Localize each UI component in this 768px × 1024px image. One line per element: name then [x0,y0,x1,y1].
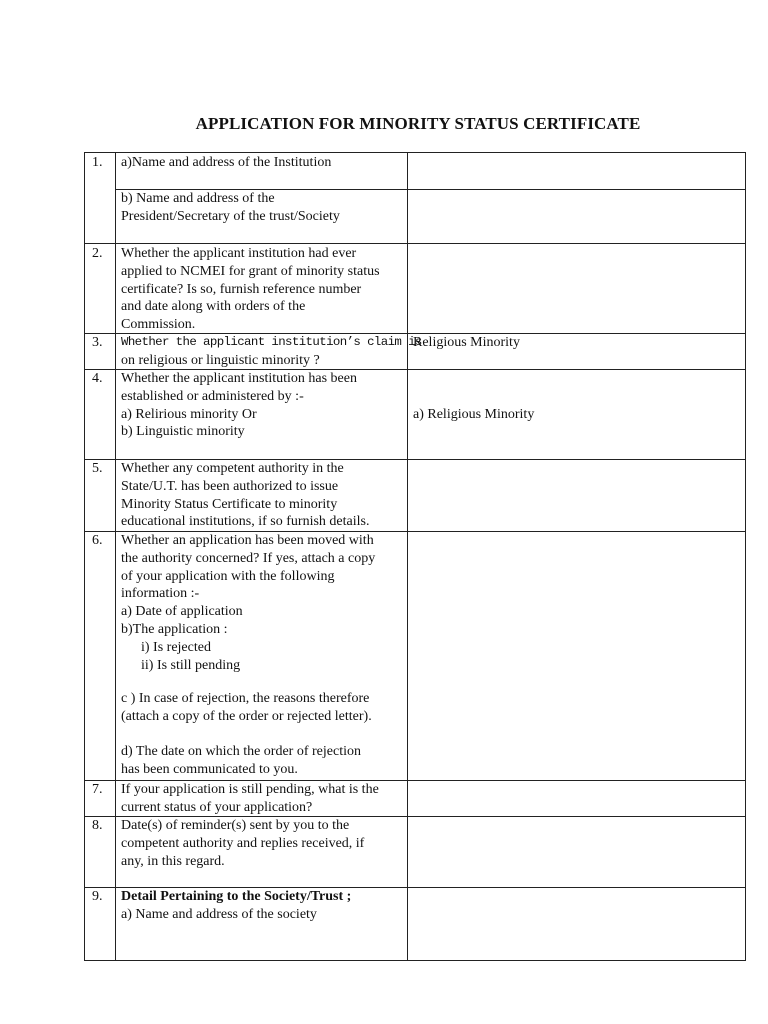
row-number: 2. [92,246,103,261]
question-9: Detail Pertaining to the Society/Trust ; a) Name and address of the society [121,889,352,922]
answer-3: Religious Minority [413,335,520,350]
column-divider-number [115,152,116,961]
question-1b: b) Name and address of the President/Secretary of the trust/Society [121,191,340,224]
application-form-table [84,152,746,961]
question-2: Whether the applicant institution had ever applied to NCMEI for grant of minority status certificate? Is so, furnish reference number and date along with orders of the Commission. [121,246,380,333]
question-7: If your application is still pending, what is the current status of your application? [121,782,379,815]
row-number: 8. [92,818,103,833]
column-divider-answer [407,152,408,961]
row-number: 7. [92,782,103,797]
question-5: Whether any competent authority in the State/U.T. has been authorized to issue Minority Status Certificate to minority educational institutions, if so furnish details. [121,461,370,530]
question-3: Whether the applicant institution’s claim is on religious or linguistic minority ? [121,335,422,368]
row-divider-1 [84,243,746,244]
question-4: Whether the applicant institution has been established or administered by :- a) Relirious minority Or b) Linguistic minority [121,371,357,440]
question-8: Date(s) of reminder(s) sent by you to the competent authority and replies received, if any, in this regard. [121,818,365,869]
question-1a: a)Name and address of the Institution [121,155,332,170]
row-number: 4. [92,371,103,386]
section-heading: Detail Pertaining to the Society/Trust ; [121,889,352,904]
page-title: APPLICATION FOR MINORITY STATUS CERTIFICATE [195,114,641,133]
row-number: 1. [92,155,103,170]
row-number: 5. [92,461,103,476]
answer-4: a) Religious Minority [413,407,535,422]
row-number: 3. [92,335,103,350]
row-number: 6. [92,533,103,548]
question-6: Whether an application has been moved with the authority concerned? If yes, attach a copy of your application with the following information :- a) Date of application b)The application : i) Is rejected ii) Is still pending c ) In case of rejection, the reasons therefore (attach a copy of the order or rejected letter). d) The date on which the order of rejection has been communicated to you. [121,533,376,777]
row-number: 9. [92,889,103,904]
